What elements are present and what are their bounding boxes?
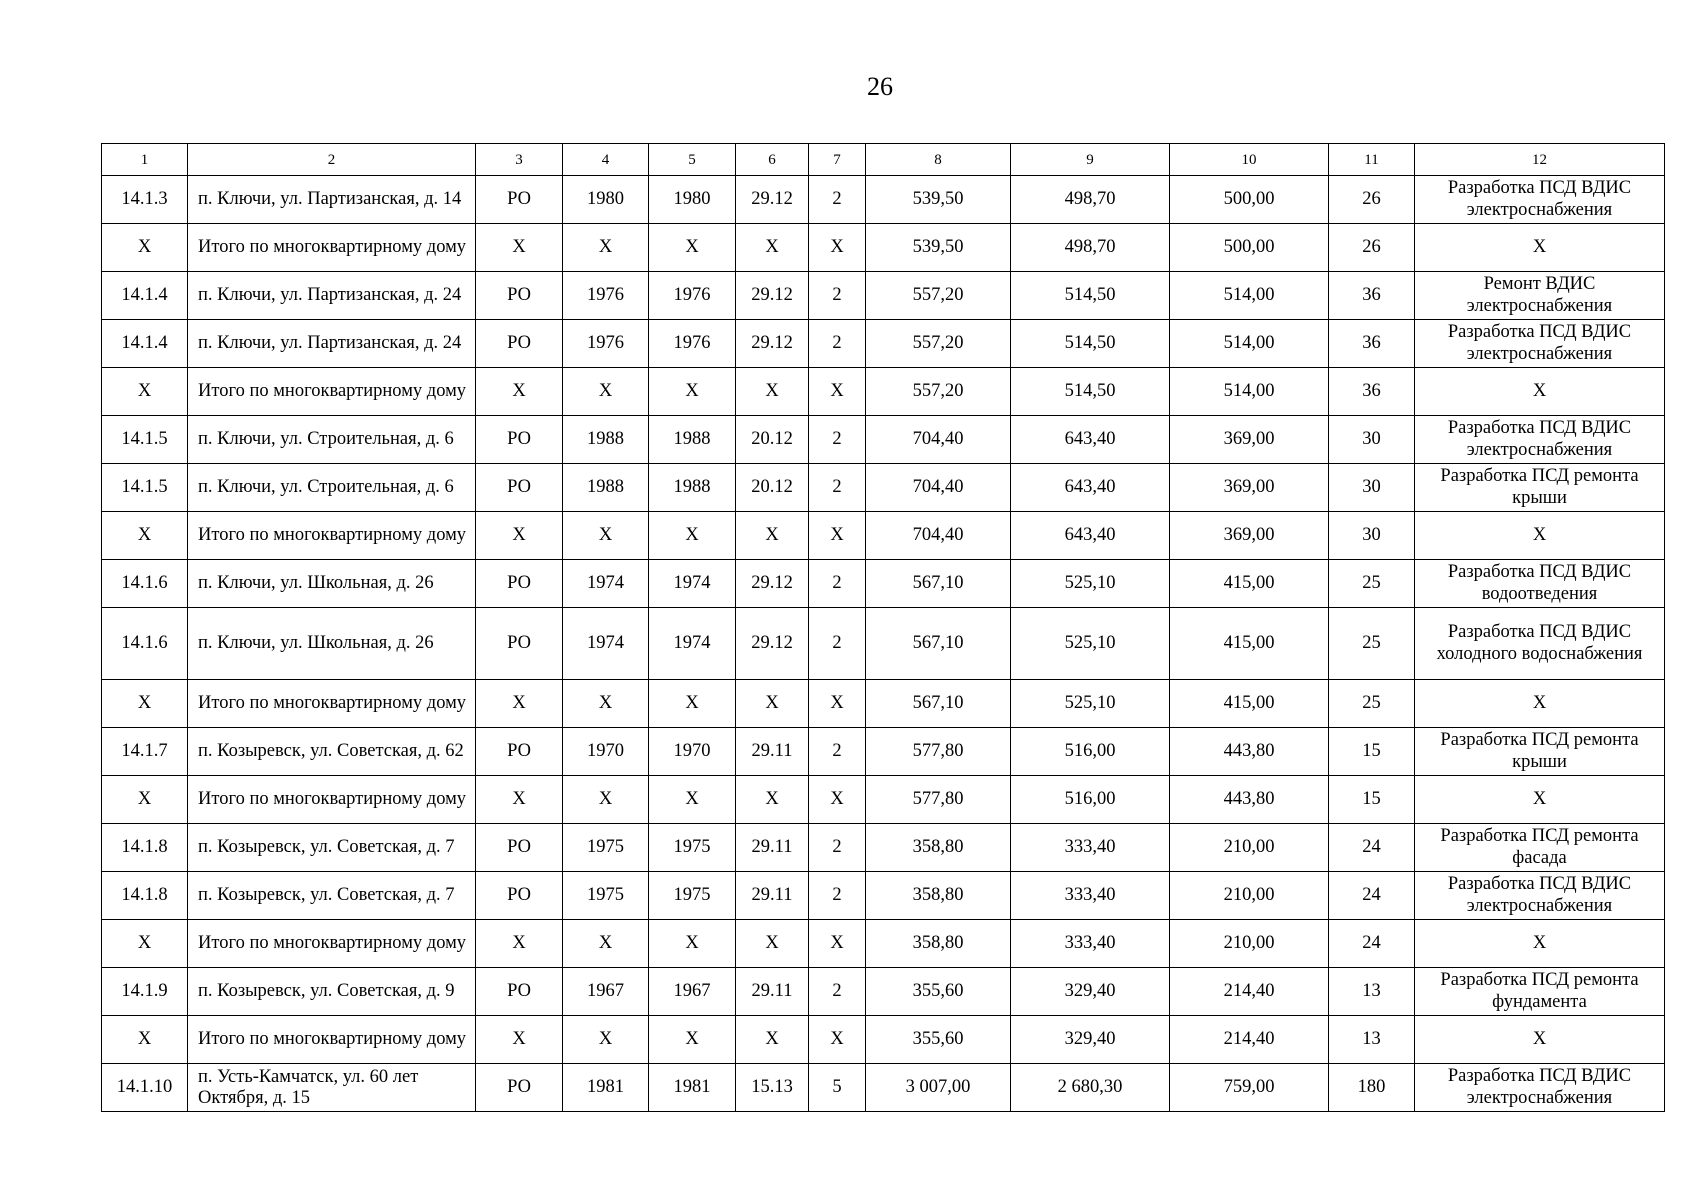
col-number-10: 10 [1170,144,1329,176]
cell-year-commissioned: X [649,224,736,272]
cell-item-number: 14.1.3 [102,176,188,224]
cell-residents: 24 [1329,824,1415,872]
cell-floors: 2 [809,272,866,320]
cell-residential-area: 333,40 [1011,920,1170,968]
cell-item-number: 14.1.9 [102,968,188,1016]
cell-work-type: X [1415,368,1665,416]
cell-year-built: 1976 [563,272,649,320]
cell-owner-type: X [476,776,563,824]
cell-code: 29.12 [736,560,809,608]
housing-register-table [101,143,1665,1112]
cell-amount: 514,00 [1170,272,1329,320]
cell-residential-area: 514,50 [1011,320,1170,368]
cell-year-built: 1976 [563,320,649,368]
cell-amount: 214,40 [1170,1016,1329,1064]
cell-residential-area: 514,50 [1011,272,1170,320]
col-number-1: 1 [102,144,188,176]
subtotal-row [102,1016,1665,1064]
cell-code: 29.11 [736,728,809,776]
cell-work-type: Разработка ПСД ВДИС водоотведения [1415,560,1665,608]
col-number-3: 3 [476,144,563,176]
cell-floors: X [809,776,866,824]
cell-year-built: 1974 [563,608,649,680]
cell-year-built: 1970 [563,728,649,776]
cell-address: п. Усть-Камчатск, ул. 60 лет Октября, д. 15 [188,1064,476,1112]
cell-residential-area: 333,40 [1011,824,1170,872]
cell-year-commissioned: 1970 [649,728,736,776]
cell-year-commissioned: 1974 [649,608,736,680]
subtotal-row [102,776,1665,824]
cell-work-type: X [1415,512,1665,560]
cell-code: X [736,224,809,272]
cell-code: 29.11 [736,968,809,1016]
cell-item-number: 14.1.5 [102,416,188,464]
cell-amount: 214,40 [1170,968,1329,1016]
cell-owner-type: РО [476,608,563,680]
cell-total-area: 577,80 [866,728,1011,776]
cell-item-number: X [102,920,188,968]
cell-address: п. Козыревск, ул. Советская, д. 62 [188,728,476,776]
cell-floors: 2 [809,608,866,680]
cell-year-built: X [563,512,649,560]
cell-amount: 415,00 [1170,680,1329,728]
page-number: 26 [867,72,893,101]
cell-floors: 2 [809,872,866,920]
cell-item-number: X [102,680,188,728]
cell-residential-area: 333,40 [1011,872,1170,920]
cell-floors: 2 [809,416,866,464]
cell-residents: 25 [1329,608,1415,680]
cell-residential-area: 516,00 [1011,776,1170,824]
cell-total-area: 539,50 [866,224,1011,272]
cell-floors: 2 [809,464,866,512]
cell-total-area: 704,40 [866,464,1011,512]
cell-item-number: 14.1.8 [102,872,188,920]
cell-residents: 180 [1329,1064,1415,1112]
column-number-row [102,144,1665,176]
table-row [102,320,1665,368]
cell-code: X [736,920,809,968]
cell-work-type: Разработка ПСД ремонта крыши [1415,464,1665,512]
cell-year-built: X [563,1016,649,1064]
cell-address: Итого по многоквартирному дому [188,680,476,728]
cell-item-number: X [102,776,188,824]
cell-owner-type: РО [476,824,563,872]
cell-residential-area: 643,40 [1011,464,1170,512]
cell-owner-type: РО [476,272,563,320]
cell-amount: 210,00 [1170,824,1329,872]
cell-year-built: X [563,920,649,968]
cell-floors: 2 [809,320,866,368]
cell-residents: 25 [1329,680,1415,728]
cell-year-commissioned: 1975 [649,872,736,920]
cell-address: п. Козыревск, ул. Советская, д. 9 [188,968,476,1016]
cell-residential-area: 525,10 [1011,680,1170,728]
cell-address: п. Ключи, ул. Строительная, д. 6 [188,416,476,464]
cell-residential-area: 329,40 [1011,968,1170,1016]
cell-code: 15.13 [736,1064,809,1112]
cell-year-built: X [563,224,649,272]
cell-residents: 36 [1329,272,1415,320]
cell-residents: 25 [1329,560,1415,608]
table-row [102,272,1665,320]
cell-total-area: 704,40 [866,512,1011,560]
cell-residential-area: 498,70 [1011,176,1170,224]
cell-code: 29.11 [736,824,809,872]
cell-total-area: 567,10 [866,608,1011,680]
cell-amount: 369,00 [1170,416,1329,464]
cell-total-area: 358,80 [866,920,1011,968]
cell-year-built: 1981 [563,1064,649,1112]
cell-owner-type: РО [476,416,563,464]
subtotal-row [102,512,1665,560]
cell-work-type: Разработка ПСД ВДИС электроснабжения [1415,872,1665,920]
cell-item-number: 14.1.4 [102,320,188,368]
cell-item-number: 14.1.7 [102,728,188,776]
cell-floors: X [809,368,866,416]
cell-year-commissioned: 1981 [649,1064,736,1112]
cell-residential-area: 2 680,30 [1011,1064,1170,1112]
cell-code: X [736,1016,809,1064]
cell-amount: 369,00 [1170,512,1329,560]
cell-residential-area: 643,40 [1011,512,1170,560]
cell-address: п. Козыревск, ул. Советская, д. 7 [188,824,476,872]
cell-total-area: 567,10 [866,680,1011,728]
cell-amount: 514,00 [1170,320,1329,368]
cell-owner-type: РО [476,872,563,920]
table-row [102,1064,1665,1112]
cell-address: Итого по многоквартирному дому [188,920,476,968]
cell-amount: 443,80 [1170,776,1329,824]
cell-residential-area: 514,50 [1011,368,1170,416]
cell-amount: 443,80 [1170,728,1329,776]
cell-year-commissioned: 1980 [649,176,736,224]
cell-address: Итого по многоквартирному дому [188,512,476,560]
cell-year-built: 1975 [563,824,649,872]
cell-work-type: X [1415,776,1665,824]
cell-year-commissioned: 1967 [649,968,736,1016]
cell-floors: X [809,920,866,968]
cell-work-type: Разработка ПСД ВДИС электроснабжения [1415,320,1665,368]
cell-code: X [736,680,809,728]
cell-code: 29.11 [736,872,809,920]
cell-floors: X [809,1016,866,1064]
cell-work-type: X [1415,680,1665,728]
cell-year-commissioned: X [649,680,736,728]
cell-residents: 24 [1329,920,1415,968]
cell-residential-area: 516,00 [1011,728,1170,776]
cell-year-commissioned: X [649,368,736,416]
cell-work-type: X [1415,1016,1665,1064]
col-number-6: 6 [736,144,809,176]
cell-year-commissioned: X [649,776,736,824]
col-number-8: 8 [866,144,1011,176]
cell-item-number: 14.1.6 [102,560,188,608]
cell-residential-area: 525,10 [1011,608,1170,680]
cell-year-commissioned: 1976 [649,272,736,320]
cell-total-area: 358,80 [866,824,1011,872]
cell-year-commissioned: 1975 [649,824,736,872]
cell-owner-type: X [476,512,563,560]
cell-residents: 13 [1329,1016,1415,1064]
cell-floors: X [809,512,866,560]
cell-owner-type: РО [476,560,563,608]
cell-floors: X [809,680,866,728]
cell-year-built: 1974 [563,560,649,608]
cell-total-area: 704,40 [866,416,1011,464]
cell-residents: 26 [1329,176,1415,224]
cell-year-commissioned: X [649,920,736,968]
cell-floors: 2 [809,968,866,1016]
cell-residents: 36 [1329,368,1415,416]
cell-year-commissioned: 1988 [649,416,736,464]
cell-work-type: X [1415,920,1665,968]
cell-owner-type: X [476,1016,563,1064]
cell-year-built: 1967 [563,968,649,1016]
cell-residents: 15 [1329,776,1415,824]
cell-year-built: X [563,680,649,728]
cell-floors: 5 [809,1064,866,1112]
cell-work-type: Ремонт ВДИС электроснабжения [1415,272,1665,320]
cell-item-number: X [102,224,188,272]
cell-code: 29.12 [736,272,809,320]
cell-code: 29.12 [736,176,809,224]
table-row [102,872,1665,920]
table-row [102,464,1665,512]
subtotal-row [102,368,1665,416]
table-row [102,728,1665,776]
cell-address: Итого по многоквартирному дому [188,1016,476,1064]
cell-address: п. Ключи, ул. Партизанская, д. 14 [188,176,476,224]
cell-year-commissioned: 1974 [649,560,736,608]
cell-year-built: X [563,776,649,824]
table-row [102,608,1665,680]
cell-owner-type: РО [476,320,563,368]
cell-total-area: 577,80 [866,776,1011,824]
cell-item-number: 14.1.10 [102,1064,188,1112]
cell-amount: 210,00 [1170,872,1329,920]
cell-floors: 2 [809,728,866,776]
cell-year-commissioned: 1988 [649,464,736,512]
cell-total-area: 557,20 [866,320,1011,368]
cell-total-area: 3 007,00 [866,1064,1011,1112]
cell-year-commissioned: X [649,1016,736,1064]
cell-total-area: 557,20 [866,272,1011,320]
cell-work-type: Разработка ПСД ВДИС холодного водоснабжения [1415,608,1665,680]
cell-address: Итого по многоквартирному дому [188,368,476,416]
table-row [102,560,1665,608]
cell-residents: 24 [1329,872,1415,920]
table-body [102,176,1665,1112]
col-number-7: 7 [809,144,866,176]
cell-total-area: 557,20 [866,368,1011,416]
cell-code: X [736,512,809,560]
subtotal-row [102,680,1665,728]
cell-code: 20.12 [736,416,809,464]
col-number-4: 4 [563,144,649,176]
cell-owner-type: РО [476,728,563,776]
cell-amount: 500,00 [1170,176,1329,224]
cell-address: Итого по многоквартирному дому [188,224,476,272]
cell-address: п. Козыревск, ул. Советская, д. 7 [188,872,476,920]
cell-code: X [736,776,809,824]
cell-residents: 36 [1329,320,1415,368]
column-number-header [102,144,1665,176]
col-number-5: 5 [649,144,736,176]
cell-work-type: Разработка ПСД ВДИС электроснабжения [1415,1064,1665,1112]
cell-amount: 500,00 [1170,224,1329,272]
cell-year-built: X [563,368,649,416]
cell-owner-type: X [476,680,563,728]
cell-floors: 2 [809,560,866,608]
cell-floors: 2 [809,824,866,872]
cell-code: X [736,368,809,416]
cell-item-number: X [102,368,188,416]
cell-residential-area: 329,40 [1011,1016,1170,1064]
col-number-11: 11 [1329,144,1415,176]
cell-work-type: Разработка ПСД ремонта фасада [1415,824,1665,872]
cell-year-built: 1975 [563,872,649,920]
cell-total-area: 567,10 [866,560,1011,608]
cell-residential-area: 498,70 [1011,224,1170,272]
cell-work-type: X [1415,224,1665,272]
table-row [102,176,1665,224]
cell-address: п. Ключи, ул. Школьная, д. 26 [188,608,476,680]
cell-year-commissioned: X [649,512,736,560]
cell-item-number: 14.1.8 [102,824,188,872]
table-row [102,416,1665,464]
cell-owner-type: X [476,224,563,272]
cell-owner-type: X [476,920,563,968]
cell-address: п. Ключи, ул. Строительная, д. 6 [188,464,476,512]
cell-total-area: 539,50 [866,176,1011,224]
cell-work-type: Разработка ПСД ВДИС электроснабжения [1415,176,1665,224]
cell-code: 20.12 [736,464,809,512]
cell-year-built: 1988 [563,464,649,512]
table-row [102,968,1665,1016]
cell-amount: 415,00 [1170,560,1329,608]
cell-residents: 30 [1329,416,1415,464]
cell-owner-type: РО [476,968,563,1016]
cell-code: 29.12 [736,608,809,680]
cell-total-area: 358,80 [866,872,1011,920]
table-row [102,824,1665,872]
cell-address: п. Ключи, ул. Школьная, д. 26 [188,560,476,608]
cell-floors: 2 [809,176,866,224]
cell-year-built: 1988 [563,416,649,464]
cell-amount: 514,00 [1170,368,1329,416]
cell-residential-area: 643,40 [1011,416,1170,464]
cell-total-area: 355,60 [866,1016,1011,1064]
cell-work-type: Разработка ПСД ремонта крыши [1415,728,1665,776]
cell-residents: 30 [1329,512,1415,560]
cell-owner-type: РО [476,176,563,224]
cell-item-number: 14.1.6 [102,608,188,680]
cell-item-number: 14.1.5 [102,464,188,512]
cell-residents: 30 [1329,464,1415,512]
cell-owner-type: X [476,368,563,416]
cell-total-area: 355,60 [866,968,1011,1016]
cell-floors: X [809,224,866,272]
cell-work-type: Разработка ПСД ремонта фундамента [1415,968,1665,1016]
col-number-12: 12 [1415,144,1665,176]
subtotal-row [102,920,1665,968]
cell-address: п. Ключи, ул. Партизанская, д. 24 [188,272,476,320]
col-number-9: 9 [1011,144,1170,176]
cell-item-number: 14.1.4 [102,272,188,320]
col-number-2: 2 [188,144,476,176]
cell-year-built: 1980 [563,176,649,224]
cell-amount: 759,00 [1170,1064,1329,1112]
cell-item-number: X [102,1016,188,1064]
cell-amount: 210,00 [1170,920,1329,968]
cell-residents: 13 [1329,968,1415,1016]
cell-owner-type: РО [476,1064,563,1112]
cell-residential-area: 525,10 [1011,560,1170,608]
cell-residents: 26 [1329,224,1415,272]
cell-address: Итого по многоквартирному дому [188,776,476,824]
cell-work-type: Разработка ПСД ВДИС электроснабжения [1415,416,1665,464]
cell-residents: 15 [1329,728,1415,776]
cell-item-number: X [102,512,188,560]
cell-code: 29.12 [736,320,809,368]
cell-owner-type: РО [476,464,563,512]
cell-amount: 415,00 [1170,608,1329,680]
cell-year-commissioned: 1976 [649,320,736,368]
subtotal-row [102,224,1665,272]
cell-amount: 369,00 [1170,464,1329,512]
cell-address: п. Ключи, ул. Партизанская, д. 24 [188,320,476,368]
